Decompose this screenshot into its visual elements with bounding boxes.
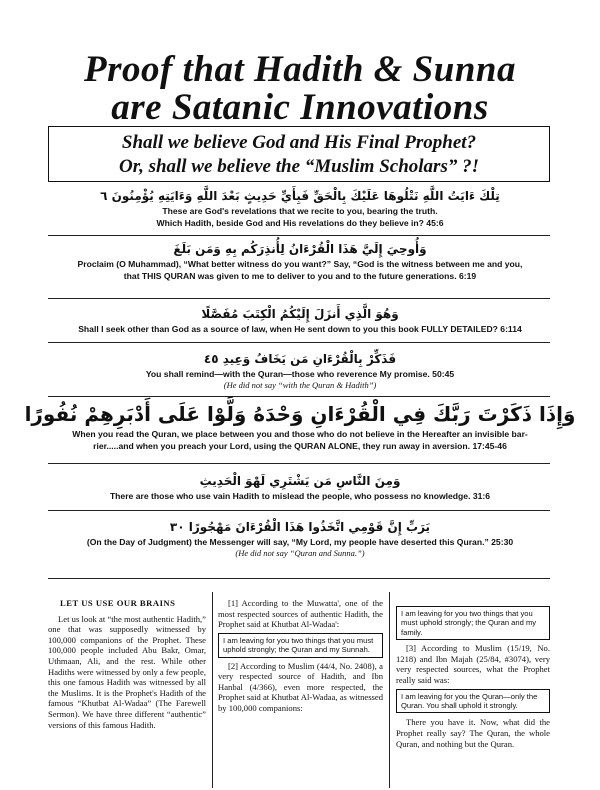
verse-50-45 <box>0 350 600 391</box>
translation-line: There are those who use vain Hadith to mislead the people, who possess no knowledge. 31:6 <box>109 491 491 501</box>
verse-31-6 <box>0 472 600 502</box>
divider <box>48 510 550 511</box>
divider <box>48 342 550 343</box>
hadith-quote-box: I am leaving for you the Quran—only the Quran. You shall uphold it strongly. <box>396 689 550 714</box>
arabic-verse: فَذَكِّرْ بِالْقُرْءَانِ مَن يَخَافُ وَعِيدِ ٤٥ <box>203 352 397 366</box>
column-paragraph: [2] According to Muslim (44/4, No. 2408), a very respected source of Hadith, and Ibn Hanbal (4/366), even more respected, the Prophet said at Khutbat Al-Wadaa, as witnessed by 100,000 companions: <box>218 660 383 713</box>
verse-6-114 <box>0 305 600 335</box>
column-separator <box>212 592 213 788</box>
section-heading: LET US USE OUR BRAINS <box>60 598 176 608</box>
verse-45-6 <box>0 187 600 229</box>
arabic-verse: يَرَبِّ إِنَّ قَوْمِي اتَّخَذُوا هَذَا الْقُرْءَانَ مَهْجُورًا ٣٠ <box>169 520 431 534</box>
column-3 <box>396 598 550 749</box>
translation-line: rier.....and when you preach your Lord, using the QURAN ALONE, they run away in aversion. 17:45-46 <box>93 441 507 451</box>
divider <box>48 578 550 579</box>
subtitle-line-1: Shall we believe God and His Final Prophet? <box>121 132 477 153</box>
arabic-verse: وَأُوحِيَ إِلَيَّ هَذَا الْقُرْءَانُ لِأُنذِرَكُم بِهِ وَمَن بَلَغَ <box>173 242 427 256</box>
hadith-quote-box: I am leaving for you two things that you must uphold strongly; the Quran and my Sunnah. <box>218 633 383 658</box>
translation-line: These are God's revelations that we recite to you, bearing the truth. <box>162 206 438 216</box>
divider <box>48 463 550 464</box>
translation-line: Proclaim (O Muhammad), “What better witness do you want?” Say, “God is the witness between me and you, <box>77 259 523 269</box>
verse-6-19 <box>0 240 600 282</box>
verse-25-30 <box>0 518 600 559</box>
column-paragraph: There you have it. Now, what did the Prophet really say? The Quran, the whole Quran, and nothing but the Quran. <box>396 717 550 749</box>
column-2 <box>218 598 383 714</box>
subtitle-line-2: Or, shall we believe the “Muslim Scholars” ?! <box>119 156 479 177</box>
column-paragraph: Let us look at “the most authentic Hadith,” one that was supposedly witnessed by 100,000 companions of the Prophet. These 100,000 people included Abu Bakr, Omar, Uthmaan, Ali, and the rest. While other Hadiths were witnessed by only a few people, this one famous Hadith was witnessed by all the Muslims. It is the Prophet's Hadith of the famous “Khutbat Al-Wadaa” (The Farewell Sermon). We have three different “authentic” versions of this famous Hadith. <box>48 613 206 730</box>
translation-line: (On the Day of Judgment) the Messenger will say, “My Lord, my people have deserted this Quran.” 25:30 <box>86 537 514 547</box>
translation-line: that THIS QURAN was given to me to deliver to you and to the future generations. 6:19 <box>123 271 477 281</box>
translation-line: Shall I seek other than God as a source of law, when He sent down to you this book FULLY DETAILED? 6:114 <box>78 324 522 334</box>
verse-note: (He did not say “with the Quran & Hadith”) <box>223 380 377 390</box>
divider <box>48 235 550 236</box>
arabic-verse: وَإِذَا ذَكَرْتَ رَبَّكَ فِي الْقُرْءَانِ وَحْدَهُ وَلَّوْا عَلَى أَدْبَرِهِمْ نُفُورًا <box>24 402 576 426</box>
translation-line: Which Hadith, beside God and His revelations do they believe in? 45:6 <box>156 218 444 228</box>
arabic-verse: تِلْكَ ءَايَتُ اللَّهِ نَتْلُوهَا عَلَيْكَ بِالْحَقِّ فَبِأَيِّ حَدِيثٍ بَعْدَ اللَّهِ وَءَايَتِهِ يُؤْمِنُونَ ٦ <box>100 189 500 203</box>
column-separator <box>389 592 390 788</box>
divider <box>48 396 550 397</box>
hadith-quote-box: I am leaving for you two things that you must uphold strongly; the Quran and my family. <box>396 606 550 640</box>
column-paragraph: [1] According to the Muwatta', one of the most respected sources of authentic Hadith, the Prophet said at Khutbat Al-Wadaa': <box>218 598 383 630</box>
column-1 <box>48 598 206 730</box>
subtitle-box <box>48 126 550 182</box>
verse-note: (He did not say “Quran and Sunna.”) <box>235 548 365 558</box>
verse-17-45 <box>0 400 600 452</box>
arabic-verse: وَمِنَ النَّاسِ مَن يَشْتَرِي لَهْوَ الْحَدِيثِ <box>199 474 401 488</box>
translation-line: You shall remind—with the Quran—those who reverence My promise. 50:45 <box>145 369 455 379</box>
title-line-1: Proof that Hadith & Sunna <box>84 49 516 90</box>
column-paragraph: [3] According to Muslim (15/19, No. 1218) and Ibn Majah (25/84, #3074), very very respected sources, what the Prophet really said was: <box>396 643 550 685</box>
title-line-2: are Satanic Innovations <box>111 87 489 128</box>
divider <box>48 298 550 299</box>
arabic-verse: وَهُوَ الَّذِي أَنزَلَ إِلَيْكُمُ الْكِتَبَ مُفَصَّلًا <box>201 307 399 321</box>
translation-line: When you read the Quran, we place between you and those who do not believe in the Hereafter an invisible bar- <box>72 429 528 439</box>
